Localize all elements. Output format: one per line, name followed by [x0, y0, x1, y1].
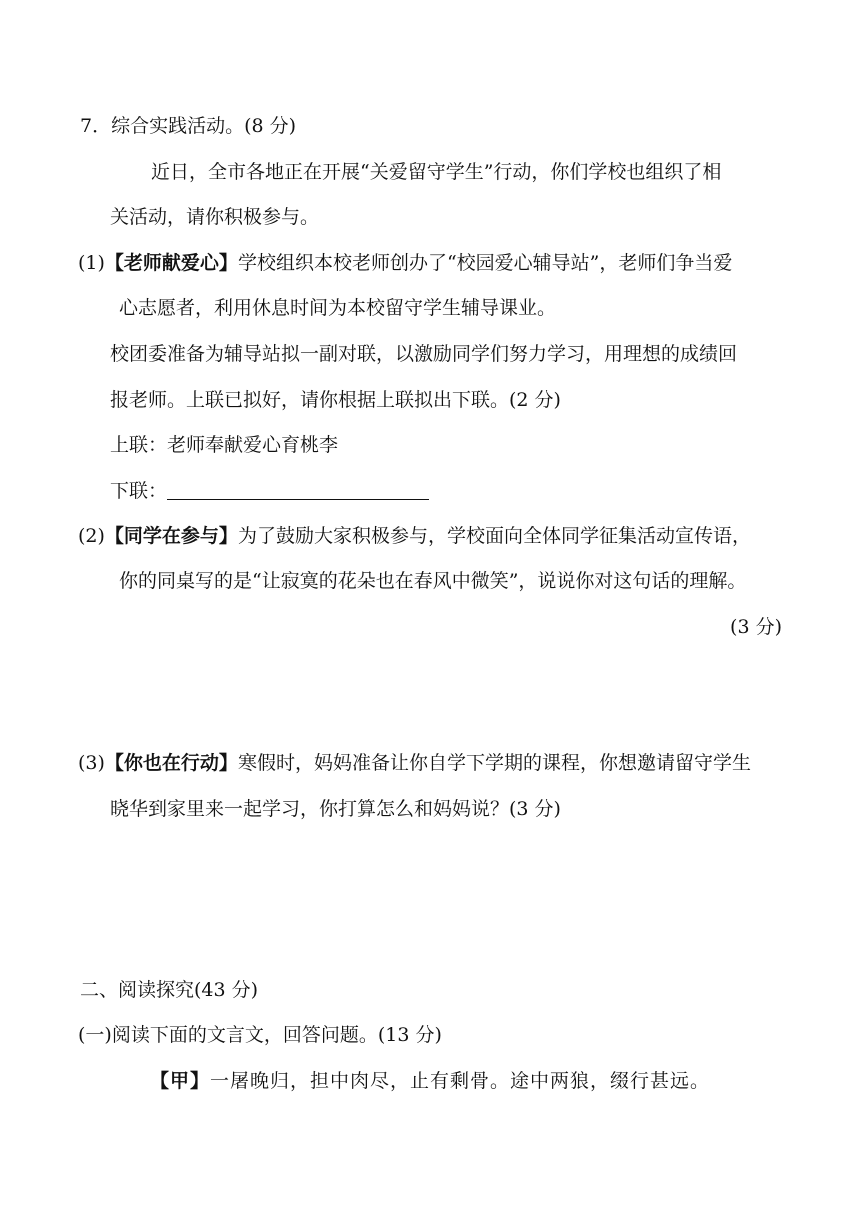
question-7-title: 7．综合实践活动。(8 分) — [80, 115, 297, 137]
q7-part3-line-1 — [78, 751, 751, 775]
lower-couplet-answer-blank[interactable] — [167, 481, 429, 500]
q7-part2-line-1 — [78, 524, 751, 548]
section-2-title: 二、阅读探究(43 分) — [80, 979, 259, 1001]
lower-couplet-row — [110, 479, 429, 503]
q7-part2-line-2: 你的同桌写的是“让寂寞的花朵也在春风中微笑”，说说你对这句话的理解。 — [119, 570, 747, 592]
q7-part1-instruction-2: 报老师。上联已拟好，请你根据上联拟出下联。(2 分) — [110, 389, 561, 411]
q7-intro-line-1: 近日，全市各地正在开展“关爱留守学生”行动，你们学校也组织了相 — [151, 161, 722, 183]
jia-label: 【甲】 — [150, 1070, 211, 1092]
part1-text-1: 学校组织本校老师创办了“校园爱心辅导站”，老师们争当爱 — [237, 252, 733, 274]
q7-intro-line-2: 关活动，请你积极参与。 — [110, 206, 320, 228]
q7-part2-score: (3 分) — [730, 616, 782, 638]
lower-couplet-label: 下联： — [110, 480, 168, 502]
jia-text: 一屠晚归，担中肉尽，止有剩骨。途中两狼，缀行甚远。 — [210, 1070, 711, 1092]
q7-part1-line-1 — [78, 251, 732, 275]
part2-text-1: 为了鼓励大家积极参与，学校面向全体同学征集活动宣传语， — [237, 525, 751, 547]
part3-heading: 【你也在行动】 — [104, 752, 238, 774]
classical-text-jia — [150, 1069, 710, 1093]
part2-heading: 【同学在参与】 — [104, 525, 238, 547]
upper-couplet: 上联：老师奉献爱心育桃李 — [110, 434, 339, 456]
part2-number: (2) — [78, 525, 105, 547]
part3-text-1: 寒假时，妈妈准备让你自学下学期的课程，你想邀请留守学生 — [237, 752, 751, 774]
part1-heading: 【老师献爱心】 — [104, 252, 238, 274]
q7-part3-line-2: 晓华到家里来一起学习，你打算怎么和妈妈说？(3 分) — [110, 798, 561, 820]
part1-number: (1) — [78, 252, 105, 274]
part3-number: (3) — [78, 752, 105, 774]
q7-part1-line-2: 心志愿者，利用休息时间为本校留守学生辅导课业。 — [119, 297, 557, 319]
section-2-subtitle: (一)阅读下面的文言文，回答问题。(13 分) — [78, 1024, 442, 1046]
q7-part1-instruction-1: 校团委准备为辅导站拟一副对联，以激励同学们努力学习，用理想的成绩回 — [110, 343, 738, 365]
